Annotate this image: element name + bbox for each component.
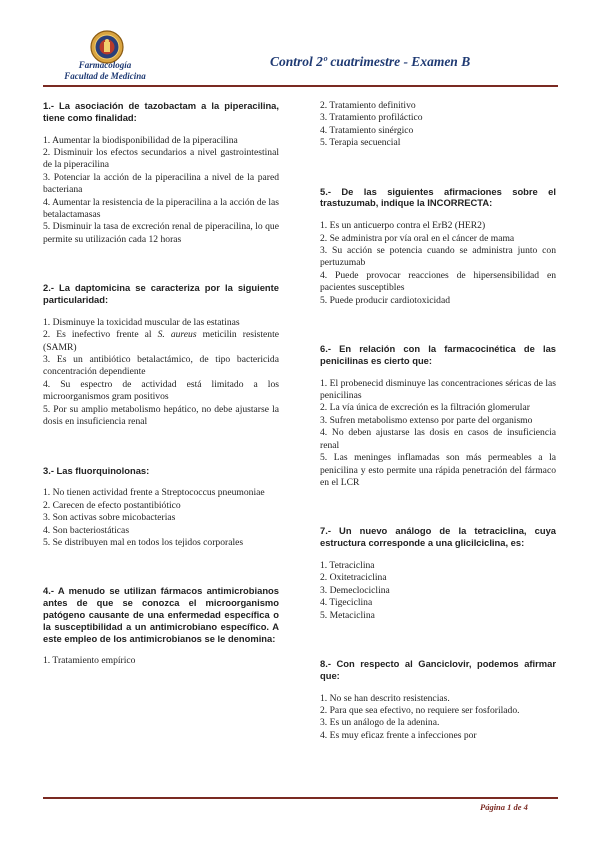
question-title: 2.- La daptomicina se caracteriza por la siguiente particularidad: [43,282,279,306]
answer-option: 1. No se han descrito resistencias. [320,692,450,704]
answer-option: 3. Potenciar la acción de la piperacilina a nivel de la pared bacteriana [43,171,279,196]
answer-option: 3. Su acción se potencia cuando se administra junto con pertuzumab [320,245,556,269]
answer-option: 2. Oxitetraciclina [320,572,387,584]
answer-option: 3. Tratamiento profiláctico [320,112,423,124]
answer-option: 5. Las meninges inflamadas son más permeables a la penicilina y esto permite una rápida penetración del fármaco en el LCR [320,452,556,488]
question-6 [320,343,556,489]
institution-name [40,60,170,82]
university-seal-icon [90,30,124,64]
answer-option: 5. Por su amplio metabolismo hepático, no debe ajustarse la dosis en insuficiencia renal [43,403,279,428]
answer-option: 2. Se administra por vía oral en el cáncer de mama [320,232,515,244]
question-title: 5.- De las siguientes afirmaciones sobre el trastuzumab, indique la INCORRECTA: [320,185,556,209]
answer-option: 1. Tratamiento empírico [43,655,136,667]
answer-text: 2. Es inefectivo frente al [43,329,158,341]
question-title: 1.- La asociación de tazobactam a la piperacilina, tiene como finalidad: [43,100,279,123]
answer-option: 4. Tratamiento sinérgico [320,124,414,136]
question-2 [43,282,279,428]
footer-divider [43,797,558,799]
question-title: 7.- Un nuevo análogo de la tetraciclina, cuya estructura corresponde a una glicilciclina, es: [320,525,556,549]
organism-name: S. aureus [157,329,197,341]
answer-option: 1. El probenecid disminuye las concentraciones séricas de las penicilinas [320,377,556,402]
answer-option: 5. Terapia secuencial [320,137,401,149]
answer-option: 3. Es un análogo de la adenina. [320,717,440,729]
answer-option: 5. Puede producir cardiotoxicidad [320,294,451,306]
institution-line-1: Farmacología [78,60,132,70]
question-title: 3.- Las fluorquinolonas: [43,464,150,476]
page-header [0,0,600,90]
answer-option: 5. Disminuir la tasa de excreción renal de piperacilina, lo que permite su utilización cada 12 horas [43,221,279,245]
question-3 [43,465,279,550]
institution-line-2: Facultad de Medicina [64,71,146,81]
question-5 [320,186,556,307]
header-divider [43,85,558,87]
answer-option: 4. Es muy eficaz frente a infecciones por [320,729,477,741]
answer-option: 4. Tigeciclina [320,597,373,609]
answer-text: meticilin resistente (SAMR) [43,329,279,353]
question-title: 8.- Con respecto al Ganciclovir, podemos afirmar que: [320,657,556,681]
answer-option: 2. Disminuir los efectos secundarios a nivel gastrointestinal de la piperacilina [43,147,279,171]
left-column [43,100,279,704]
answer-option: 4. Aumentar la resistencia de la piperacilina a la acción de las betalactamasas [43,196,280,221]
answer-option: 3. Sufren metabolismo extenso por parte del organismo [320,414,533,426]
answer-option: 5. Se distribuyen mal en todos los tejidos corporales [43,536,244,548]
page-number: Página 1 de 4 [480,802,528,812]
answer-option: 2. Carecen de efecto postantibiótico [43,499,181,511]
answer-option: 1. No tienen actividad frente a Streptococcus pneumoniae [43,487,265,499]
question-4 [43,585,279,667]
question-title: 4.- A menudo se utilizan fármacos antimicrobianos antes de que se conozca el microorganismo patógeno causante de una enfermedad específica o la susceptibilidad a un antimicrobiano específico. A este empleo de los antimicrobianos se le denomina: [43,585,279,644]
answer-option: 3. Demeclociclina [320,584,390,596]
question-title: 6.- En relación con la farmacocinética de las penicilinas es cierto que: [320,343,556,366]
answer-option: 4. No deben ajustarse las dosis en casos de insuficiencia renal [320,427,556,451]
answer-option: 1. Disminuye la toxicidad muscular de las estatinas [43,316,240,328]
answer-option: 2. Para que sea efectivo, no requiere ser fosforilado. [320,704,520,716]
question-8 [320,658,556,742]
answer-option: 3. Son activas sobre micobacterias [43,512,176,524]
answer-option: 1. Es un anticuerpo contra el ErB2 (HER2) [320,220,486,232]
answer-option: 1. Tetraciclina [320,559,375,571]
exam-title: Control 2º cuatrimestre - Examen B [270,54,471,69]
answer-option: 2. La vía única de excreción es la filtración glomerular [320,402,530,414]
right-column [320,100,556,778]
answer-option [43,329,279,354]
answer-option: 4. Son bacteriostáticas [43,524,130,536]
answer-option: 3. Es un antibiótico betalactámico, de tipo bactericida concentración dependiente [43,354,279,378]
answer-option: 5. Metaciclina [320,609,375,621]
question-4-continued [320,100,556,150]
question-1 [43,100,279,246]
answer-option: 4. Su espectro de actividad está limitado a los microorganismos gram positivos [43,378,279,403]
answer-option: 1. Aumentar la biodisponibilidad de la piperacilina [43,134,238,146]
answer-option: 4. Puede provocar reacciones de hipersensibilidad en pacientes susceptibles [320,269,556,294]
answer-option: 2. Tratamiento definitivo [320,100,416,111]
question-7 [320,525,556,622]
